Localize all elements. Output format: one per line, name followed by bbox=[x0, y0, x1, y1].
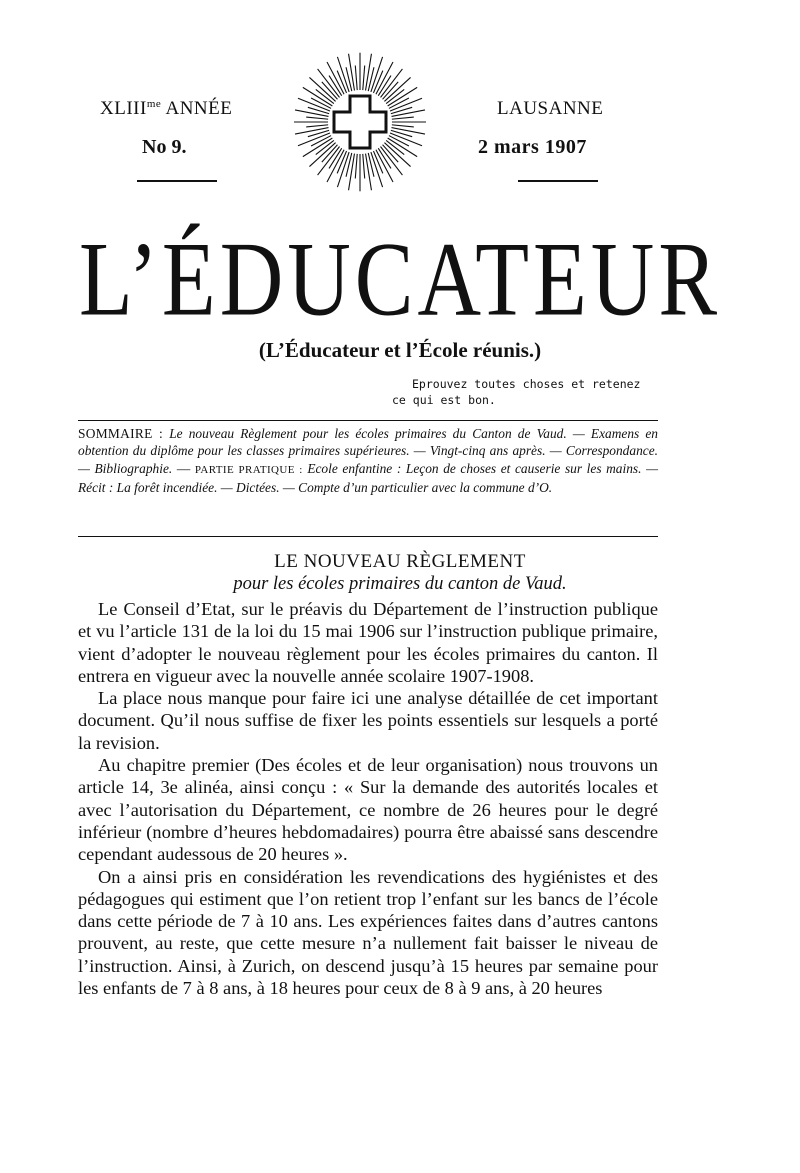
emblem-ray bbox=[363, 152, 365, 179]
emblem-ray bbox=[365, 152, 371, 191]
summary-block bbox=[78, 425, 658, 497]
motto bbox=[392, 376, 692, 408]
article-body bbox=[78, 598, 658, 999]
article-subtitle: pour les écoles primaires du canton de Vaud. bbox=[233, 574, 567, 594]
summary-label: SOMMAIRE : bbox=[78, 426, 164, 441]
paragraph: La place nous manque pour faire ici une analyse détaillée de cet important document. Qu’il nous suffise de fixer les points essentiels sur lesquels a porté la revision. bbox=[78, 688, 658, 753]
emblem-ray bbox=[363, 66, 365, 93]
article-title: LE NOUVEAU RÈGLEMENT bbox=[274, 551, 526, 572]
emblem-ray bbox=[306, 117, 330, 119]
paragraph: Au chapitre premier (Des écoles et de leur organisation) nous trouvons un article 14, 3e alinéa, ainsi conçu : « Sur la demande des autorités locales et avec l’autorisation du Département, ce nombre de 26 heures pour le degré inférieur (nombre d’heures hebdomadaires) pourra être abaissé sans descendre cependant audessous de 20 heures ». bbox=[78, 755, 658, 865]
motto-line-1: Eprouvez toutes choses et retenez bbox=[412, 377, 641, 391]
year-superscript: me bbox=[146, 98, 162, 110]
publication-place: LAUSANNE bbox=[497, 98, 604, 119]
summary-top-rule bbox=[78, 420, 658, 421]
emblem-ray bbox=[390, 127, 425, 134]
emblem-ray bbox=[355, 66, 357, 93]
emblem-ray bbox=[295, 127, 330, 134]
emblem-ray bbox=[349, 152, 355, 191]
issue-number: No 9. bbox=[142, 136, 187, 158]
year-prefix: XLIII bbox=[100, 98, 147, 119]
journal-subtitle: (L’Éducateur et l’École réunis.) bbox=[258, 338, 542, 362]
journal-title: L’ÉDUCATEUR bbox=[78, 222, 722, 339]
emblem-ray bbox=[379, 69, 402, 99]
motto-line-2: ce qui est bon. bbox=[392, 393, 496, 407]
emblem-ray bbox=[379, 145, 402, 175]
right-header-rule bbox=[518, 180, 598, 182]
emblem-ray bbox=[390, 110, 425, 117]
emblem-ray bbox=[365, 54, 371, 93]
summary-dash: — bbox=[172, 460, 195, 476]
practical-part-contents: Ecole enfantine : Leçon de choses et causerie sur les mains. — Récit : La forêt incendiée. — Dictées. — Compte d’un particulier avec la commune d’O. bbox=[78, 460, 658, 496]
practical-part-label: PARTIE PRATIQUE : bbox=[194, 463, 303, 476]
publication-date: 2 mars 1907 bbox=[478, 136, 587, 158]
emblem-ray bbox=[349, 54, 355, 93]
paragraph: On a ainsi pris en considération les revendications des hygiénistes et des pédagogues qui estiment que l’on retient trop l’enfant sur les bancs de l’école dans cette période de 7 à 10 ans. Les expériences faites dans d’autres cantons prouvent, au reste, que cette mesure n’a nullement fait baisser le niveau de l’instruction. Ainsi, à Zurich, on descend jusqu’à 15 heures par semaine pour les enfants de 7 à 8 ans, à 18 heures pour ceux de 8 à 9 ans, à 20 heures bbox=[78, 866, 658, 999]
emblem-ray bbox=[390, 125, 414, 127]
emblem-ray bbox=[318, 145, 341, 175]
left-header-rule bbox=[137, 180, 217, 182]
emblem-ray bbox=[295, 110, 330, 117]
summary-contents: Le nouveau Règlement pour les écoles primaires du Canton de Vaud. — Examens en obtention du diplôme pour les classes primaires supérieures. — Vingt-cinq ans après. — Correspondance. — Bibliographie. bbox=[78, 426, 659, 476]
emblem-ray bbox=[355, 152, 357, 179]
summary-bottom-rule bbox=[78, 536, 658, 537]
emblem-ray bbox=[318, 69, 341, 99]
emblem-ray bbox=[306, 125, 330, 127]
swiss-cross-emblem-icon bbox=[290, 50, 430, 200]
volume-year bbox=[100, 98, 260, 120]
emblem-ray bbox=[390, 117, 414, 119]
year-suffix: ANNÉE bbox=[161, 98, 233, 119]
paragraph: Le Conseil d’Etat, sur le préavis du Département de l’instruction publique et vu l’article 131 de la loi du 15 mai 1906 sur l’instruction publique primaire, vient d’adopter le nouveau règlement pour les écoles primaires du canton. Il entrera en vigueur avec la nouvelle année scolaire 1907-1908. bbox=[78, 599, 658, 686]
